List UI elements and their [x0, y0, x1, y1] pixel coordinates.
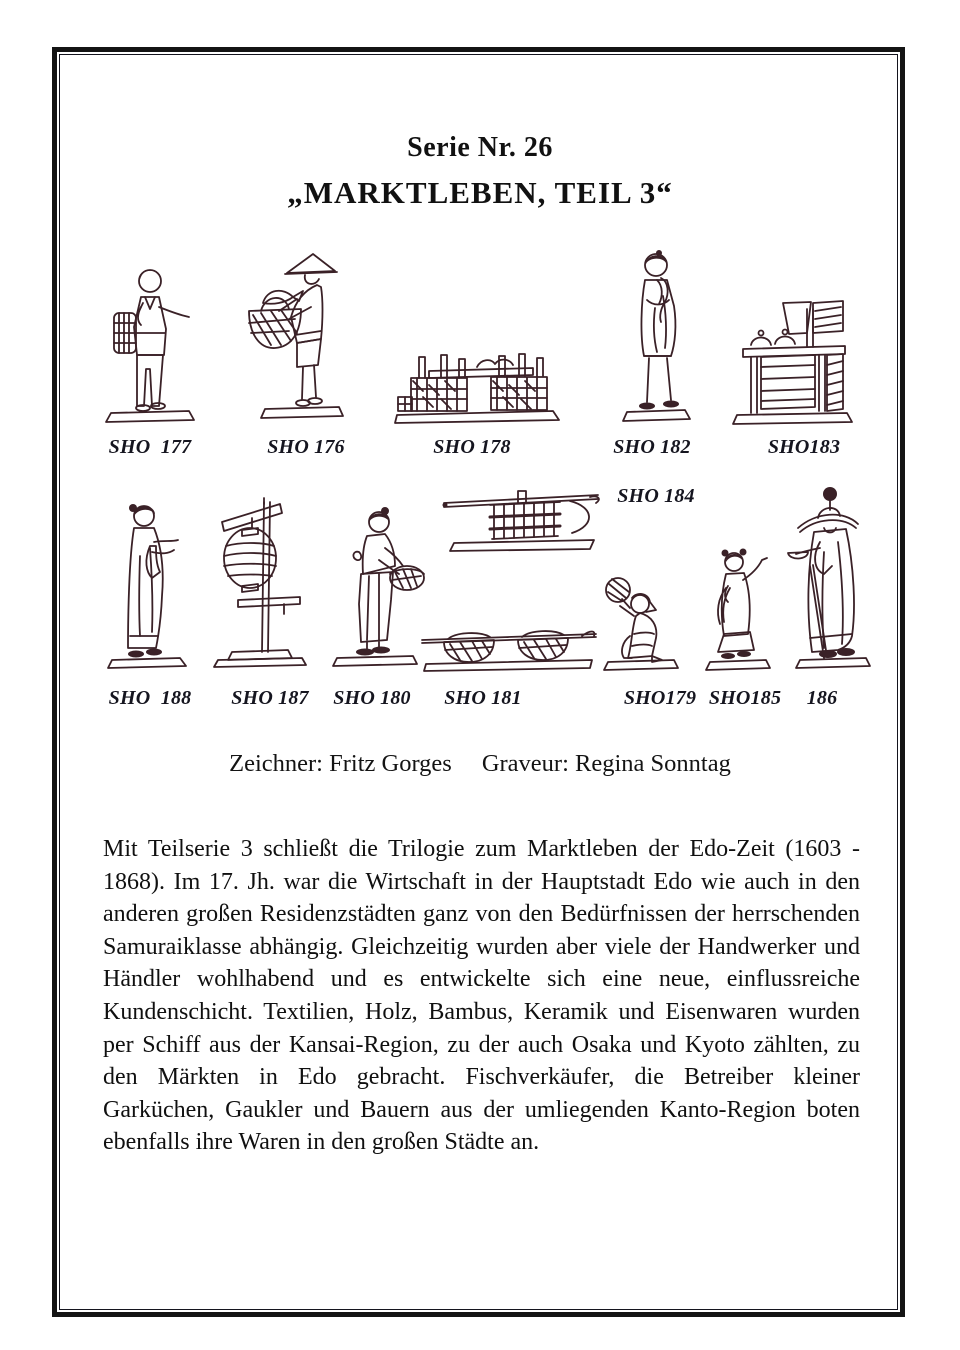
- figure-sho-187-illustration: [204, 492, 316, 676]
- figure-label-sho-180: SHO 180: [333, 687, 411, 709]
- figure-label-sho-186: 186: [806, 687, 838, 709]
- figure-sho-179-illustration: [596, 564, 686, 676]
- figure-label-sho-181: SHO 181: [444, 687, 522, 709]
- credit-zeichner: Zeichner: Fritz Gorges: [229, 750, 452, 777]
- figure-sho-177-peddler-with-back-basket: [103, 257, 198, 427]
- figure-sho-179-kneeling-vendor: [596, 564, 686, 676]
- figure-sho-180-illustration: [329, 504, 425, 672]
- figure-sho-184-illustration: [438, 487, 610, 559]
- figure-sho-181-illustration: [420, 624, 600, 672]
- figure-label-sho-187: SHO 187: [231, 687, 309, 709]
- credit-graveur: Graveur: Regina Sonntag: [481, 750, 731, 777]
- figure-label-sho-179: SHO179: [623, 687, 697, 709]
- figure-sho-176-illustration: [237, 251, 352, 427]
- figure-sho-186-illustration: [786, 482, 878, 676]
- figure-label-sho-182: SHO 182: [613, 436, 691, 458]
- figure-label-sho-176: SHO 176: [267, 436, 345, 458]
- figure-sho-182-man-with-cloth: [611, 248, 701, 428]
- figure-label-sho-184: SHO 184: [617, 485, 695, 507]
- description-paragraph: Mit Teilserie 3 schließt die Trilogie zum Marktleben der Edo-Zeit (1603 - 1868). Im 17. Jh. war die Wirtschaft in der Hauptstadt Edo wie auch in den anderen großen Residenzstädten ganz von den Bedürfnissen der herrschenden Samuraiklasse abhängig. Gleichzeitig wurden aber viele der Handwerker und Händler wohlhabend und es entwickelte sich eine neue, einflussreiche Kundenschicht. Textilien, Holz, Bambus, Keramik und Eisenwaren wurden per Schiff aus der Kansai-Region, zu der auch Osaka und Kyoto zählten, zu den Märkten in Edo gebracht. Fischverkäufer, die Betreiber kleiner Garküchen, Gaukler und Bauern aus der umliegenden Kanto-Region boten ebenfalls ihre Waren in den großen Städte an.: [103, 836, 860, 1156]
- figure-sho-183-vendor-table: [731, 287, 857, 428]
- figure-sho-177-illustration: [103, 257, 198, 427]
- figure-sho-187-lantern-stand: [204, 492, 316, 676]
- figure-sho-180-woman-with-basket: [329, 504, 425, 672]
- figure-sho-185-child-reaching-up: [700, 538, 778, 674]
- series-title-heading: „MARKTLEBEN, TEIL 3“: [287, 175, 673, 210]
- figure-sho-188-illustration: [106, 496, 192, 676]
- figure-label-sho-177: SHO 177: [108, 436, 192, 458]
- figure-sho-186-robed-man-with-hat-and-staff: [786, 482, 878, 676]
- figure-sho-181-pole-with-baskets: [420, 624, 600, 672]
- figure-label-sho-188: SHO 188: [108, 687, 192, 709]
- figure-sho-176-fishmonger-with-basket: [237, 251, 352, 427]
- figure-sho-184-carrying-cage-with-pole: [438, 487, 610, 559]
- credits-line: [0, 750, 960, 778]
- figure-sho-178-illustration: [393, 341, 565, 427]
- figure-label-sho-183: SHO183: [767, 436, 841, 458]
- series-number-heading: Serie Nr. 26: [407, 132, 553, 163]
- figure-sho-185-illustration: [700, 538, 778, 674]
- figure-sho-188-standing-woman: [106, 496, 192, 676]
- figure-label-sho-178: SHO 178: [433, 436, 511, 458]
- figure-label-sho-185: SHO185: [708, 687, 782, 709]
- figure-sho-178-market-stall-crates: [393, 341, 565, 427]
- figure-sho-183-illustration: [731, 287, 857, 428]
- figure-sho-182-illustration: [611, 248, 701, 428]
